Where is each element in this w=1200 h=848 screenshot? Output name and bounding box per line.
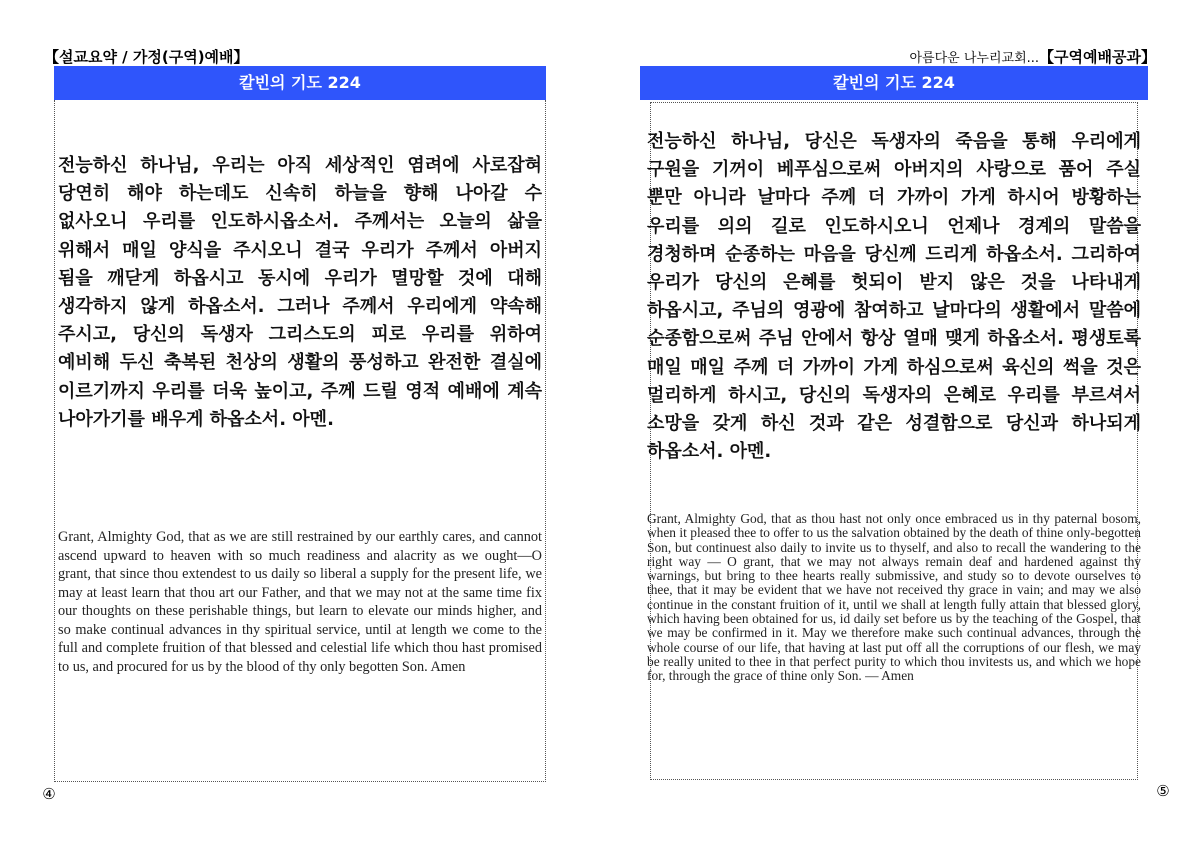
church-name: 아름다운 나누리교회... [909, 51, 1040, 66]
prayer-title-banner: 칼빈의 기도 224 [640, 66, 1148, 100]
korean-prayer-text: 전능하신 하나님, 우리는 아직 세상적인 염려에 사로잡혀 당연히 해야 하는데도 신속히 하늘을 향해 나아갈 수 없사오니 우리를 인도하시옵소서. 주께서는 오늘의 삶을 위해서 매일 양식을 주시오니 결국 우리가 주께서 아버지 됨을 깨닫게 하옵시고 동시에 우리가 멸망할 것에 대해 생각하지 않게 하옵소서. 그러나 주께서 우리에게 약속해 주시고, 당신의 독생자 그리스도의 피로 우리를 위하여 예비해 두신 축복된 천상의 생활의 풍성하고 완전한 결실에 이르기까지 우리를 더욱 높이고, 주께 드릴 영적 예배에 계속 나아가기를 배우게 하옵소서. 아멘. [58, 155, 542, 430]
english-prayer-text: Grant, Almighty God, that as we are still restrained by our earthly cares, and cannot ascend upward to heaven with so much readiness and alacrity as we ought—O grant, that since thou extendest to us daily so liberal a supply for the present life, we may at least learn that thou art our Father, and that we may not at the same time fix our thoughts on these perishable things, but learn to elevate our minds higher, and so make continual advances in thy spiritual service, until at length we come to the full and complete fruition of that blessed and celestial life which thou hast promised to us, and procured for us by the blood of thy only begotten Son. Amen [58, 529, 542, 675]
page-number-left: ④ [42, 785, 56, 803]
course-title: 【구역예배공과】 [1039, 48, 1156, 66]
english-prayer-text: Grant, Almighty God, that as thou hast not only once embraced us in thy paternal bosom, when it pleased thee to offer to us the salvation obtained by the death of thine only-begotten Son, but continuest also daily to invite us to thyself, and also to recall the wandering to the right way — O grant, that we may not always remain deaf and hardened against thy warnings, but bring to thee hearts really submissive, and study so to devote ourselves to thee, that it may be evident that we have not received thy grace in vain; and may we also continue in the constant fruition of it, until we shall at length fully attain that blessed glory, which having been obtained for us, id daily set before us by the teaching of the Gospel, that we may be confirmed in it. May we therefore make such continual advances, through the whole course of our life, that having at last put off all the corruptions of our flesh, we may be really united to thee in that perfect purity to which thou invitests us, and which we hope for, through the grace of thine only Son. — Amen [647, 511, 1141, 684]
header-right [909, 46, 1156, 67]
korean-prayer-text: 전능하신 하나님, 당신은 독생자의 죽음을 통해 우리에게 구원을 기꺼이 베푸심으로써 아버지의 사랑으로 품어 주실 뿐만 아니라 날마다 주께 더 가까이 가게 하시어 방황하는 우리를 의의 길로 인도하시오니 언제나 경계의 말씀을 경청하며 순종하는 마음을 당신께 드리게 하옵소서. 그리하여 우리가 당신의 은혜를 헛되이 받지 않은 것을 나타내게 하옵시고, 주님의 영광에 참여하고 날마다의 생활에서 말씀에 순종함으로써 주님 안에서 항상 열매 맺게 하옵소서. 평생토록 매일 매일 주께 더 가까이 가게 하심으로써 육신의 썩을 것은 멀리하게 하시고, 당신의 독생자의 은혜로 우리를 부르셔서 소망을 갖게 하신 것과 같은 성결함으로 당신과 하나되게 하옵소서. 아멘. [647, 131, 1141, 463]
left-page [54, 66, 546, 782]
prayer-title-banner: 칼빈의 기도 224 [54, 66, 546, 100]
header-left-title: 【설교요약 / 가정(구역)예배】 [44, 48, 249, 66]
right-page [640, 66, 1148, 780]
page-number-right: ⑤ [1156, 782, 1170, 800]
